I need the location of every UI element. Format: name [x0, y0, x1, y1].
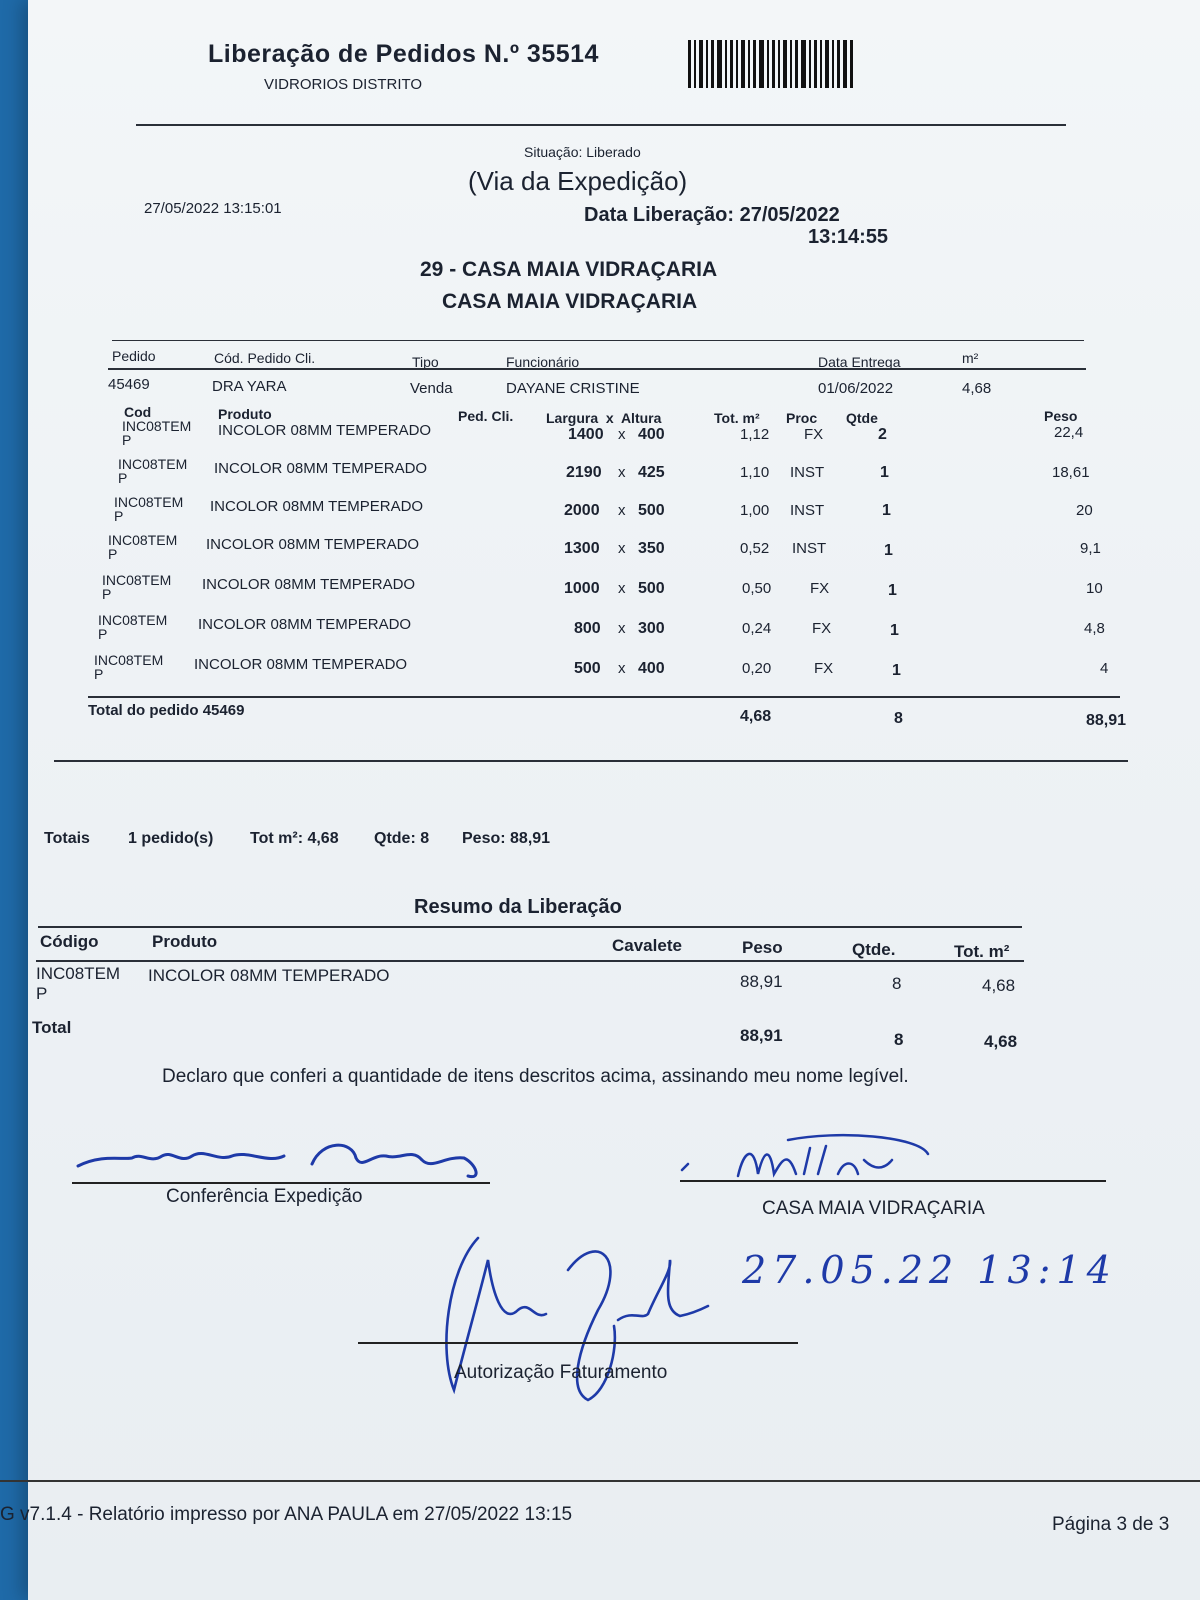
resumo-qtde: 8: [892, 974, 902, 993]
item-largura: 1300: [564, 540, 600, 557]
item-produto: INCOLOR 08MM TEMPERADO: [214, 460, 428, 477]
order-total-peso: 88,91: [1086, 712, 1127, 729]
col-m2-header: m²: [962, 350, 979, 366]
resumo-total-peso: 88,91: [740, 1026, 783, 1045]
item-tot-m2: 0,50: [742, 580, 772, 597]
resumo-total-m2: 4,68: [984, 1032, 1018, 1051]
item-x: x: [618, 660, 626, 677]
item-largura: 1000: [564, 580, 600, 597]
item-cod: INC08TEM: [118, 456, 188, 472]
client-signature-label: CASA MAIA VIDRAÇARIA: [762, 1198, 985, 1219]
item-x: x: [618, 580, 626, 597]
item-largura: 1400: [568, 426, 604, 443]
item-x: x: [618, 620, 626, 637]
item-tot-m2: 0,52: [740, 540, 770, 557]
order-total-m2: 4,68: [740, 708, 772, 725]
order-header-divider: [108, 368, 1086, 370]
handwritten-date: 27.05.22 13:14: [742, 1248, 1117, 1292]
item-cod-suffix: P: [114, 508, 124, 524]
col-tipo-header: Tipo: [412, 354, 439, 370]
header-divider: [136, 124, 1066, 126]
data-liberacao-time: 13:14:55: [808, 226, 889, 248]
printed-timestamp: 27/05/2022 13:15:01: [144, 200, 282, 217]
item-proc: FX: [804, 426, 824, 443]
autorizacao-label: Autorização Faturamento: [454, 1362, 668, 1383]
totais-m2: Tot m²: 4,68: [250, 830, 339, 847]
item-cod: INC08TEM: [108, 532, 178, 548]
order-top-divider: [112, 340, 1084, 341]
barcode-icon: [688, 40, 853, 88]
items-tot-m2-header: Tot. m²: [714, 410, 760, 426]
item-produto: INCOLOR 08MM TEMPERADO: [202, 576, 416, 593]
company-name: VIDRORIOS DISTRITO: [264, 76, 423, 93]
footer-printed-by: G v7.1.4 - Relatório impresso por ANA PAULA em 27/05/2022 13:15: [0, 1504, 573, 1525]
item-altura: 425: [638, 464, 665, 481]
items-proc-header: Proc: [786, 410, 818, 426]
item-largura: 800: [574, 620, 601, 637]
item-cod: INC08TEM: [102, 572, 172, 588]
order-tipo: Venda: [410, 380, 453, 397]
item-qtde: 1: [880, 464, 889, 481]
item-produto: INCOLOR 08MM TEMPERADO: [218, 422, 432, 439]
item-cod-suffix: P: [94, 666, 104, 682]
item-peso: 18,61: [1052, 464, 1090, 481]
item-altura: 350: [638, 540, 665, 557]
item-x: x: [618, 464, 626, 481]
item-largura: 2190: [566, 464, 602, 481]
col-funcionario-header: Funcionário: [506, 354, 580, 370]
resumo-tot-m2-header: Tot. m²: [954, 942, 1010, 961]
items-ped-cli-header: Ped. Cli.: [458, 408, 514, 424]
col-data-entrega-header: Data Entrega: [818, 354, 901, 370]
item-produto: INCOLOR 08MM TEMPERADO: [198, 616, 412, 633]
order-pedido: 45469: [108, 376, 150, 393]
resumo-cavalete-header: Cavalete: [612, 936, 682, 955]
item-peso: 20: [1076, 502, 1093, 519]
items-cod-header: Cod: [124, 404, 152, 420]
conferencia-label: Conferência Expedição: [166, 1186, 363, 1207]
resumo-tot-m2: 4,68: [982, 976, 1016, 995]
col-cod-pedido-cli-header: Cód. Pedido Cli.: [214, 350, 316, 366]
item-peso: 4: [1100, 660, 1109, 677]
order-total-qtde: 8: [894, 710, 903, 727]
item-cod-suffix: P: [98, 626, 108, 642]
item-tot-m2: 0,20: [742, 660, 772, 677]
resumo-produto-header: Produto: [152, 932, 218, 951]
item-cod-suffix: P: [102, 586, 112, 602]
autorizacao-line: [358, 1342, 798, 1344]
section-divider: [54, 760, 1128, 762]
item-x: x: [618, 426, 626, 443]
item-qtde: 1: [892, 662, 901, 679]
resumo-total-label: Total: [32, 1018, 72, 1037]
items-peso-header: Peso: [1044, 408, 1078, 424]
item-proc: INST: [790, 502, 825, 519]
item-qtde: 1: [888, 582, 897, 599]
resumo-codigo-header: Código: [40, 932, 99, 951]
resumo-header-divider: [36, 960, 1024, 962]
item-peso: 22,4: [1054, 424, 1084, 441]
item-cod: INC08TEM: [122, 418, 192, 434]
client-line: [680, 1180, 1106, 1182]
order-total-label: Total do pedido 45469: [88, 702, 245, 719]
data-liberacao: Data Liberação: 27/05/2022: [584, 204, 840, 226]
item-cod: INC08TEM: [114, 494, 184, 510]
situacao-status: Situação: Liberado: [524, 144, 641, 160]
items-qtde-header: Qtde: [846, 410, 878, 426]
item-produto: INCOLOR 08MM TEMPERADO: [194, 656, 408, 673]
resumo-produto: INCOLOR 08MM TEMPERADO: [148, 966, 390, 985]
totais-peso: Peso: 88,91: [462, 830, 551, 847]
item-qtde: 2: [878, 426, 887, 443]
item-proc: INST: [790, 464, 825, 481]
item-x: x: [618, 502, 626, 519]
order-funcionario: DAYANE CRISTINE: [506, 380, 640, 397]
item-qtde: 1: [890, 622, 899, 639]
item-x: x: [618, 540, 626, 557]
declaration-text: Declaro que conferi a quantidade de itens descritos acima, assinando meu nome legível.: [162, 1066, 909, 1087]
item-proc: FX: [810, 580, 830, 597]
order-m2: 4,68: [962, 380, 992, 397]
item-cod: INC08TEM: [94, 652, 164, 668]
item-cod: INC08TEM: [98, 612, 168, 628]
item-produto: INCOLOR 08MM TEMPERADO: [206, 536, 420, 553]
items-produto-header: Produto: [218, 406, 272, 422]
footer-divider: [0, 1480, 1200, 1482]
resumo-peso: 88,91: [740, 972, 783, 991]
item-tot-m2: 1,10: [740, 464, 770, 481]
items-largura-altura-header: Largura x Altura: [546, 410, 662, 426]
via-label: (Via da Expedição): [468, 166, 688, 196]
resumo-codigo-suffix: P: [36, 984, 48, 1003]
page-number: Página 3 de 3: [1052, 1514, 1170, 1535]
item-peso: 4,8: [1084, 620, 1105, 637]
totais-pedidos: 1 pedido(s): [128, 830, 214, 847]
conferencia-line: [72, 1182, 490, 1184]
totais-qtde: Qtde: 8: [374, 830, 430, 847]
item-tot-m2: 1,00: [740, 502, 770, 519]
col-pedido-header: Pedido: [112, 348, 156, 364]
item-altura: 400: [638, 426, 665, 443]
order-data-entrega: 01/06/2022: [818, 380, 894, 397]
document-title: Liberação de Pedidos N.º 35514: [208, 40, 599, 68]
item-qtde: 1: [884, 542, 893, 559]
item-cod-suffix: P: [122, 432, 132, 448]
item-peso: 9,1: [1080, 540, 1101, 557]
item-tot-m2: 0,24: [742, 620, 772, 637]
client-signature: [678, 1130, 978, 1200]
resumo-qtde-header: Qtde.: [852, 940, 896, 959]
item-proc: FX: [814, 660, 834, 677]
item-peso: 10: [1086, 580, 1103, 597]
item-cod-suffix: P: [108, 546, 118, 562]
item-altura: 300: [638, 620, 665, 637]
item-altura: 500: [638, 502, 665, 519]
resumo-peso-header: Peso: [742, 938, 783, 957]
item-qtde: 1: [882, 502, 891, 519]
client-code-name: 29 - CASA MAIA VIDRAÇARIA: [420, 258, 718, 281]
item-proc: INST: [792, 540, 827, 557]
resumo-top-divider: [38, 926, 1022, 928]
resumo-total-qtde: 8: [894, 1030, 904, 1049]
client-name: CASA MAIA VIDRAÇARIA: [442, 290, 698, 313]
item-altura: 500: [638, 580, 665, 597]
totais-label: Totais: [44, 830, 90, 847]
item-proc: FX: [812, 620, 832, 637]
order-total-divider: [88, 696, 1120, 698]
order-cod-pedido-cli: DRA YARA: [212, 378, 287, 395]
item-tot-m2: 1,12: [740, 426, 770, 443]
item-produto: INCOLOR 08MM TEMPERADO: [210, 498, 424, 515]
item-altura: 400: [638, 660, 665, 677]
item-largura: 2000: [564, 502, 600, 519]
resumo-codigo: INC08TEM: [36, 964, 121, 983]
item-cod-suffix: P: [118, 470, 128, 486]
item-largura: 500: [574, 660, 601, 677]
resumo-title: Resumo da Liberação: [414, 896, 622, 918]
